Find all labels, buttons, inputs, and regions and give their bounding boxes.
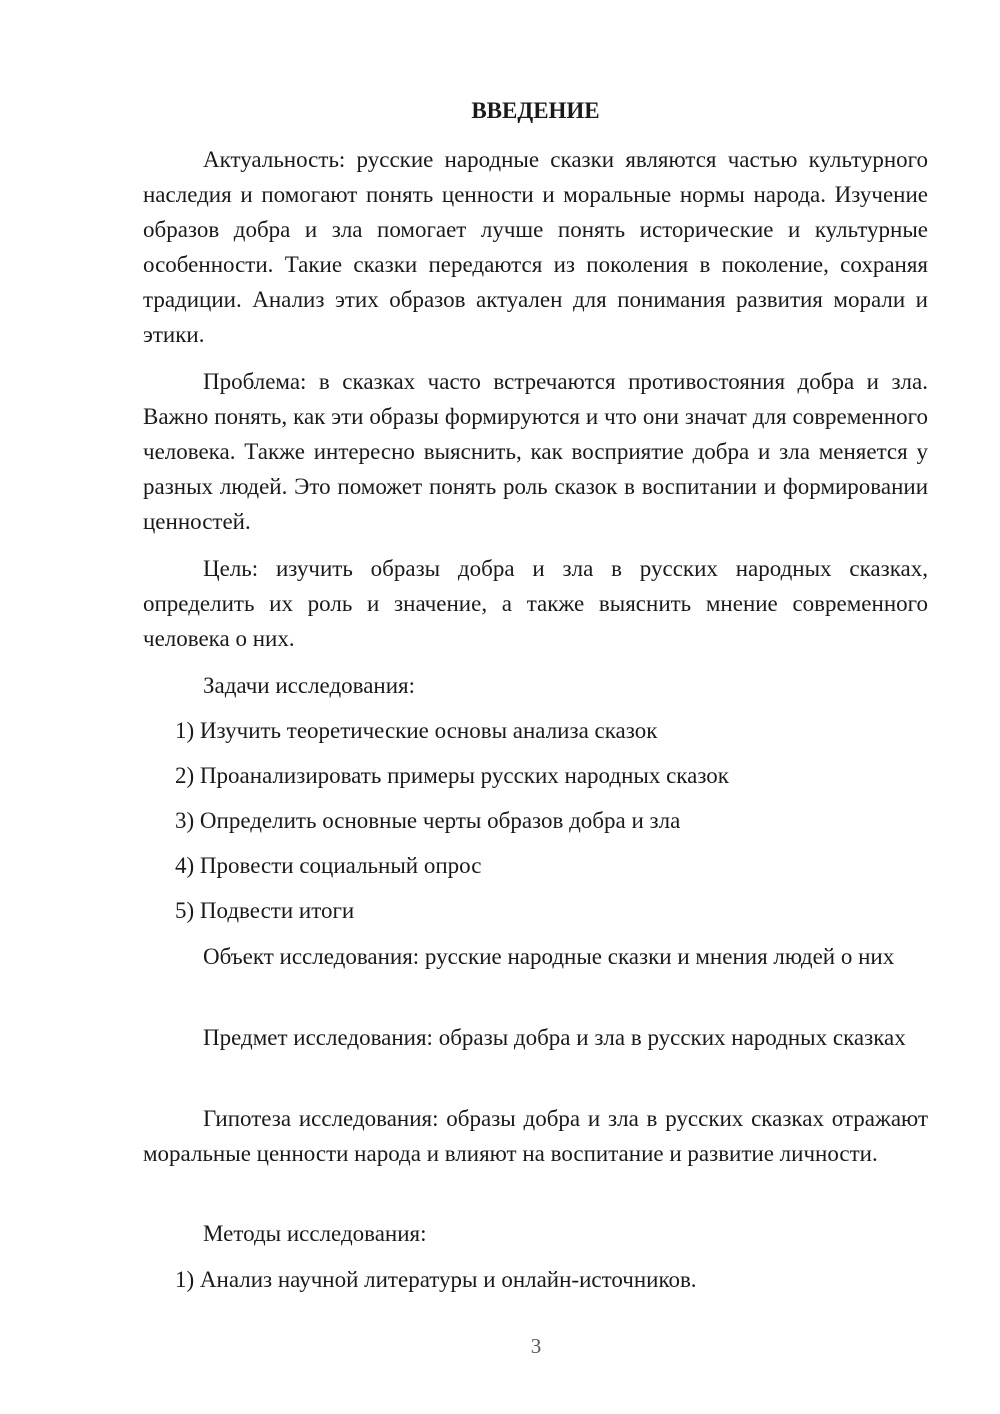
methods-heading: Методы исследования: <box>203 1221 427 1246</box>
list-item: 5) Подвести итоги <box>175 898 355 923</box>
page-number: 3 <box>530 1334 542 1358</box>
list-item: 3) Определить основные черты образов добра и зла <box>175 808 681 833</box>
relevance-paragraph: Актуальность: русские народные сказки являются частью культурного наследия и помогают понять ценности и моральные нормы народа. Изучение образов добра и зла помогает лучше понять исторические и культурные особенности. Такие сказки передаются из поколения в поколение, сохраняя традиции. Анализ этих образов актуален для понимания развития морали и этики. <box>143 147 928 347</box>
tasks-heading: Задачи исследования: <box>203 673 416 698</box>
list-item: 1) Изучить теоретические основы анализа сказок <box>175 718 658 743</box>
object-paragraph: Объект исследования: русские народные сказки и мнения людей о них <box>203 944 895 969</box>
list-item: 1) Анализ научной литературы и онлайн-источников. <box>175 1267 697 1292</box>
goal-paragraph: Цель: изучить образы добра и зла в русских народных сказках, определить их роль и значение, а также выяснить мнение современного человека о них. <box>143 556 928 651</box>
subject-paragraph: Предмет исследования: образы добра и зла в русских народных сказках <box>203 1025 906 1050</box>
list-item: 4) Провести социальный опрос <box>175 853 482 878</box>
problem-paragraph: Проблема: в сказках часто встречаются противостояния добра и зла. Важно понять, как эти образы формируются и что они значат для современного человека. Также интересно выяснить, как восприятие добра и зла меняется у разных людей. Это поможет понять роль сказок в воспитании и формировании ценностей. <box>143 369 928 534</box>
hypothesis-paragraph: Гипотеза исследования: образы добра и зла в русских сказках отражают моральные ценности народа и влияют на воспитание и развитие личности. <box>143 1106 928 1166</box>
list-item: 2) Проанализировать примеры русских народных сказок <box>175 763 729 788</box>
page-title: ВВЕДЕНИЕ <box>471 98 600 123</box>
